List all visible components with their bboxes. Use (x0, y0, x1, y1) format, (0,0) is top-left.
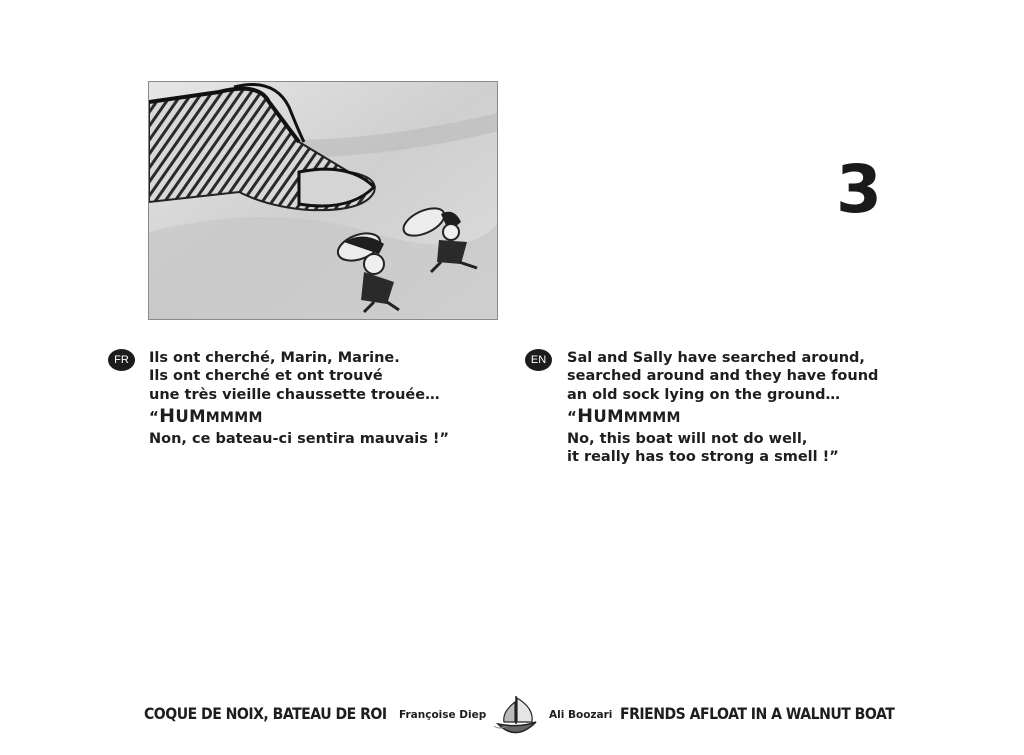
french-badge: FR (108, 349, 135, 371)
french-line-2: Ils ont cherché et ont trouvé (149, 368, 383, 385)
footer-author-left: Françoise Diep (399, 709, 487, 721)
english-line-2: searched around and they have found (567, 368, 879, 385)
french-text (149, 349, 449, 448)
footer (0, 686, 1024, 742)
french-line-3: une très vieille chaussette trouée… (149, 386, 440, 403)
french-closing: Non, ce bateau-ci sentira mauvais !” (149, 430, 450, 447)
english-badge: EN (525, 349, 552, 371)
walnut-boat-logo-icon (490, 690, 542, 740)
footer-author-right: Ali Boozari (549, 709, 613, 721)
english-hum: “HUMMMMM (567, 404, 681, 427)
footer-title-en: FRIENDS AFLOAT IN A WALNUT BOAT (620, 704, 895, 723)
english-line-1: Sal and Sally have searched around, (567, 350, 865, 366)
english-line-3: an old sock lying on the ground… (567, 386, 841, 403)
page-number: 3 (836, 151, 882, 228)
french-line-1: Ils ont cherché, Marin, Marine. (149, 350, 400, 366)
english-text (567, 349, 878, 466)
footer-title-fr: COQUE DE NOIX, BATEAU DE ROI (144, 704, 387, 723)
english-closing-1: No, this boat will not do well, (567, 430, 808, 447)
illustration (148, 81, 498, 320)
french-hum: “HUMMMMM (149, 404, 263, 427)
sock-illustration (149, 82, 498, 320)
english-closing-2: it really has too strong a smell !” (567, 449, 839, 466)
